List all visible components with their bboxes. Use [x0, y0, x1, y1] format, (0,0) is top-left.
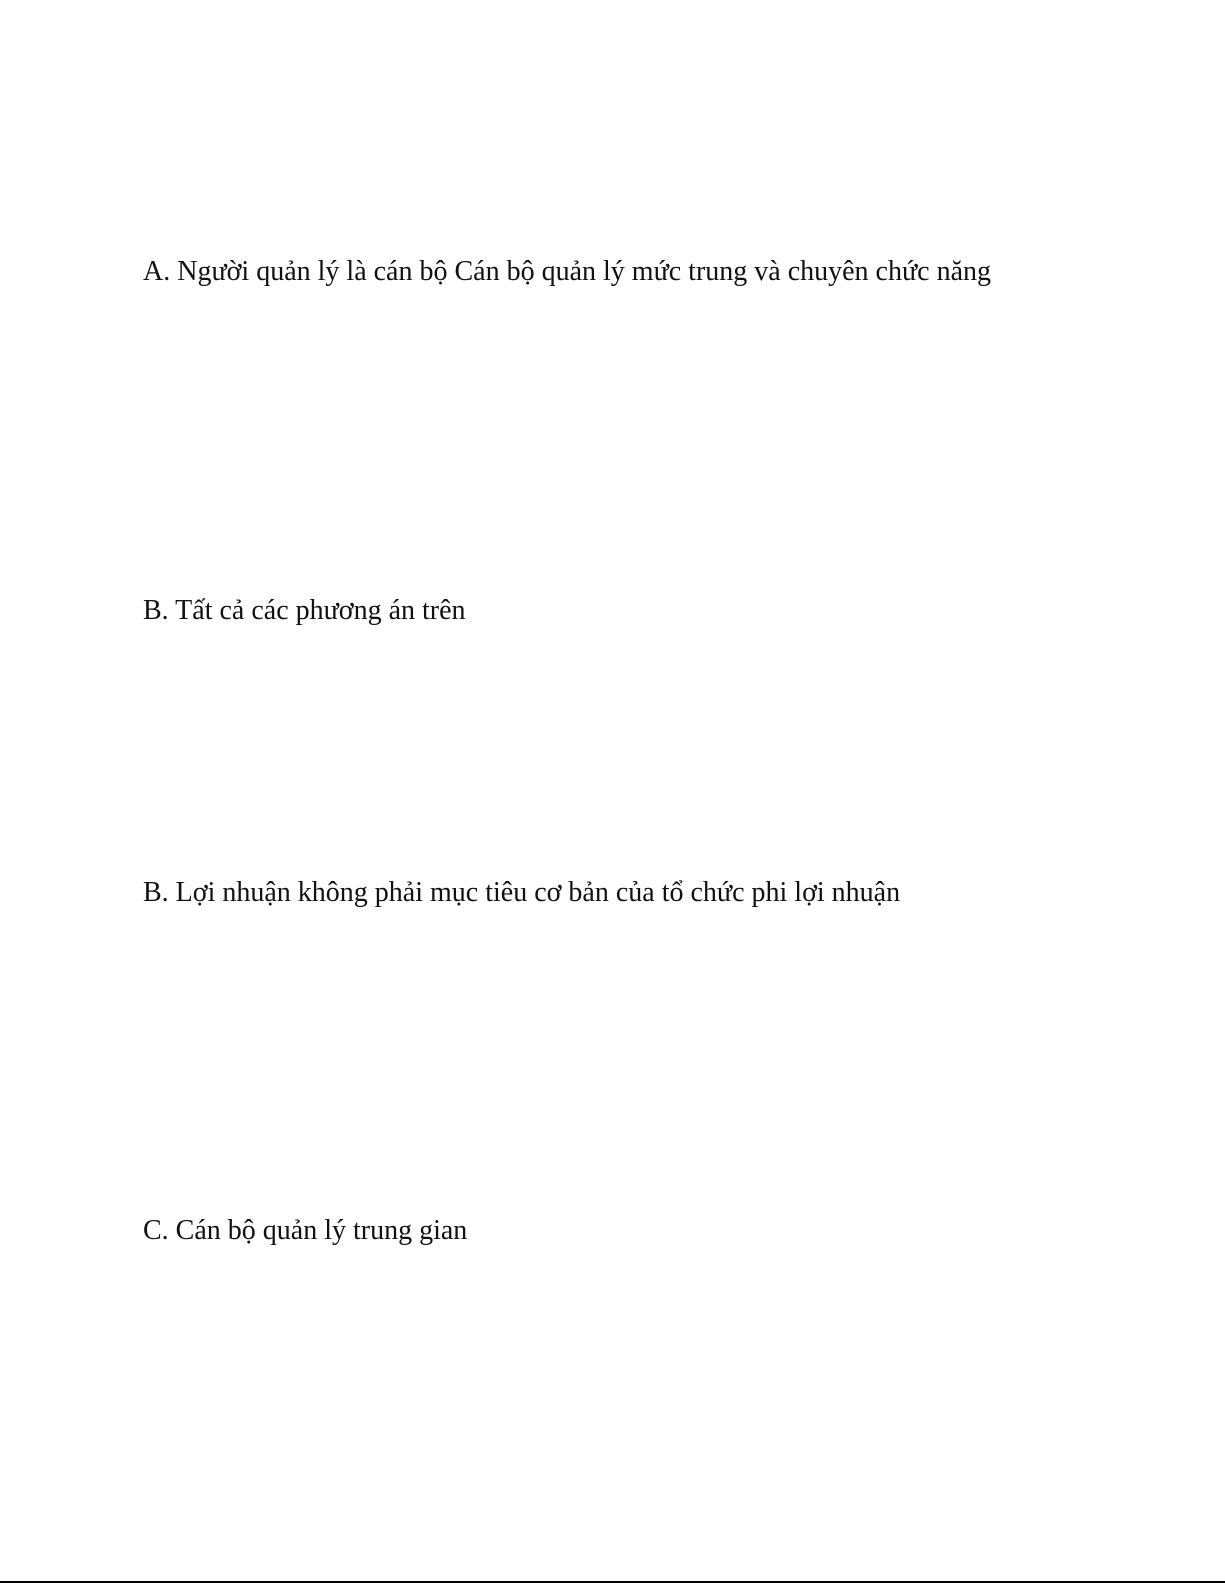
answer-option-c: C. Cán bộ quản lý trung gian — [143, 1215, 468, 1246]
page-bottom-border — [0, 1581, 1225, 1583]
answer-option-a: A. Người quản lý là cán bộ Cán bộ quản lý mức trung và chuyên chức năng — [143, 256, 992, 287]
answer-option-b-profit: B. Lợi nhuận không phải mục tiêu cơ bản của tổ chức phi lợi nhuận — [143, 877, 901, 908]
answer-option-b-all: B. Tất cả các phương án trên — [143, 595, 466, 626]
